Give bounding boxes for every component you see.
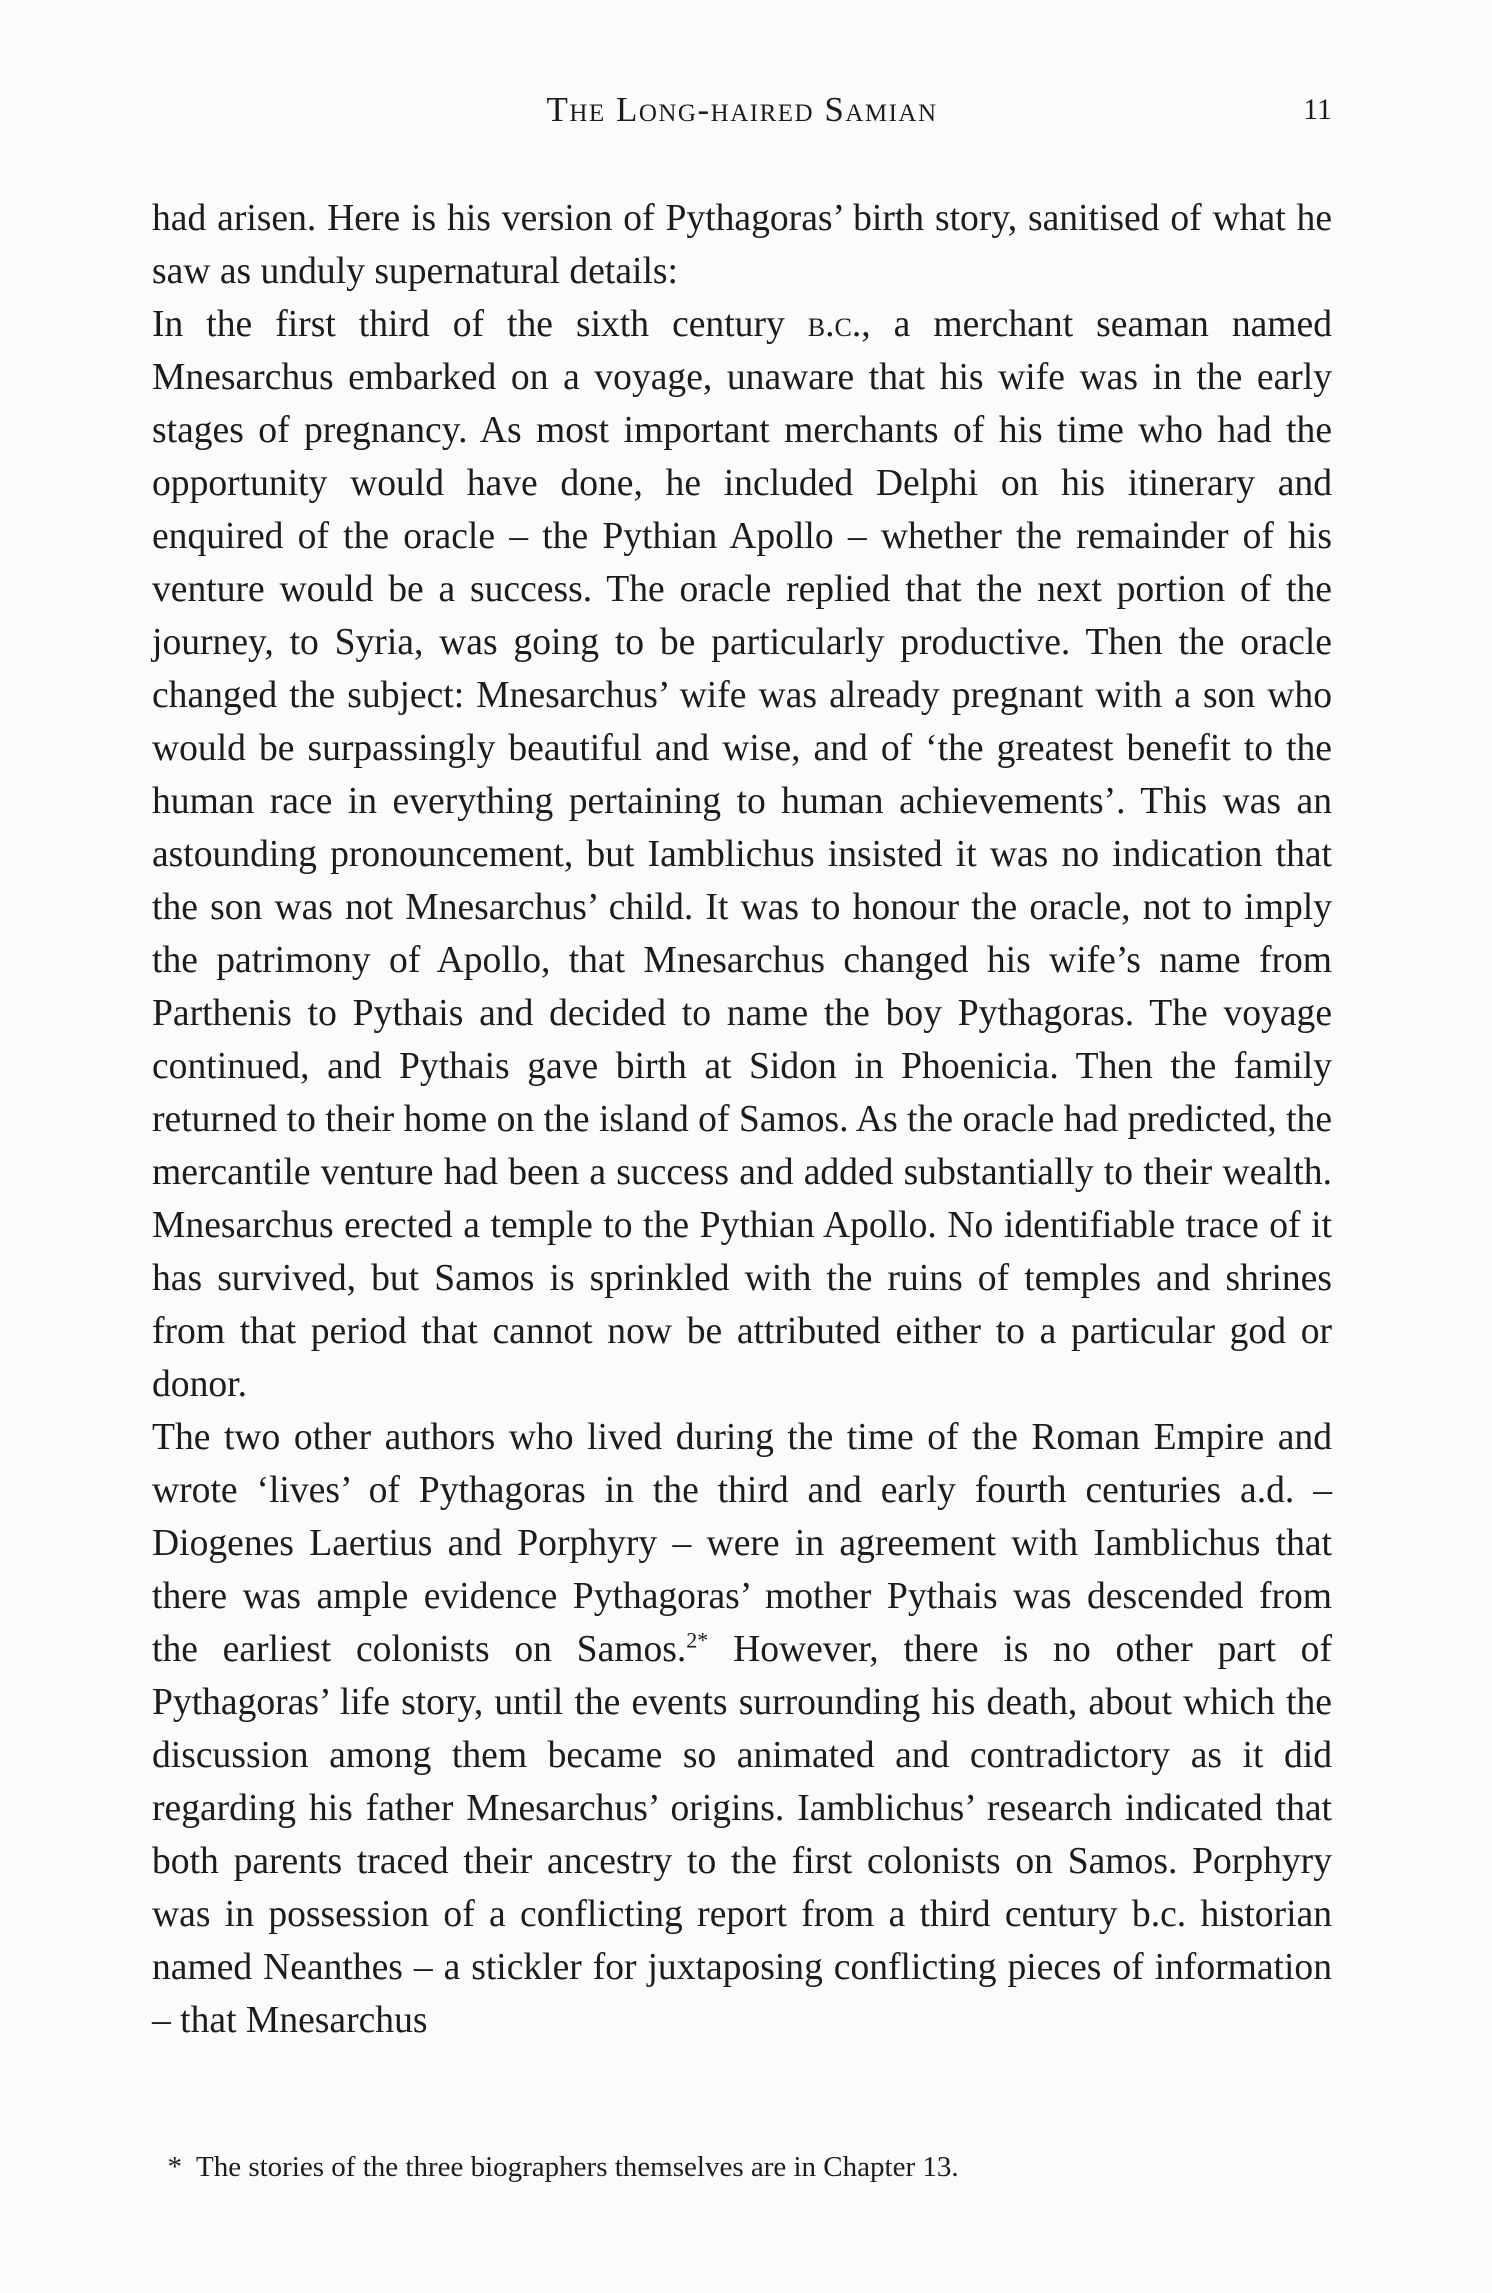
paragraph-3-text-start: The two other authors who lived during the time of the Roman Empire and wrote ‘lives’ of Pythagoras in the third and early fourth centuries a.d. – Diogenes Laertius and Porphyry – were in agreement with Iamblichus that there was ample evidence Pythagoras’ mother Pythais was descended from the earliest colonists on Samos. bbox=[152, 1417, 1332, 1670]
running-head bbox=[152, 86, 1332, 134]
footnote-mark: * bbox=[167, 2151, 182, 2183]
running-title: The Long-haired Samian bbox=[546, 90, 938, 129]
paragraph-2-text-rest: , a merchant seaman named Mnesarchus embarked on a voyage, unaware that his wife was in the early stages of pregnancy. As most important merchants of his time who had the opportunity would have done, he included Delphi on his itinerary and enquired of the oracle – the Pythian Apollo – whether the remainder of his venture would be a success. The oracle replied that the next portion of the journey, to Syria, was going to be particularly productive. Then the oracle changed the subject: Mnesarchus’ wife was already pregnant with a son who would be surpassingly beautiful and wise, and of ‘the greatest benefit to the human race in everything pertaining to human achievements’. This was an astounding pronouncement, but Iamblichus insisted it was no indication that the son was not Mnesarchus’ child. It was to honour the oracle, not to imply the patrimony of Apollo, that Mnesarchus changed his wife’s name from Parthenis to Pythais and decided to name the boy Pythagoras. The voyage continued, and Pythais gave birth at Sidon in Phoenicia. Then the family returned to their home on the island of Samos. As the oracle had predicted, the mercantile venture had been a success and added substantially to their wealth. Mnesarchus erected a temple to the Pythian Apollo. No identifiable trace of it has survived, but Samos is sprinkled with the ruins of temples and shrines from that period that cannot now be attributed either to a particular god or donor. bbox=[152, 304, 1332, 1405]
era-abbreviation: b.c. bbox=[807, 304, 862, 345]
footnote bbox=[152, 2147, 1332, 2187]
paragraph-2 bbox=[152, 298, 1332, 1411]
page-number: 11 bbox=[1303, 93, 1332, 126]
paragraph-2-text-start: In the first third of the sixth century bbox=[152, 304, 808, 345]
book-page bbox=[152, 0, 1332, 2293]
body-text bbox=[152, 192, 1332, 2047]
paragraph-3 bbox=[152, 1411, 1332, 2047]
paragraph-1-text: had arisen. Here is his version of Pythagoras’ birth story, sanitised of what he saw as unduly supernatural details: bbox=[152, 198, 1332, 292]
paragraph-3-text-rest: However, there is no other part of Pythagoras’ life story, until the events surrounding his death, about which the discussion among them became so animated and contradictory as it did regarding his father Mnesarchus’ origins. Iamblichus’ research indicated that both parents traced their ancestry to the first colonists on Samos. Porphyry was in possession of a conflicting report from a third century b.c. historian named Neanthes – a stickler for juxtaposing conflicting pieces of information – that Mnesarchus bbox=[152, 1629, 1332, 2041]
paragraph-1 bbox=[152, 192, 1332, 298]
footnote-text: The stories of the three biographers themselves are in Chapter 13. bbox=[196, 2151, 959, 2183]
footnote-reference: 2* bbox=[686, 1627, 709, 1653]
